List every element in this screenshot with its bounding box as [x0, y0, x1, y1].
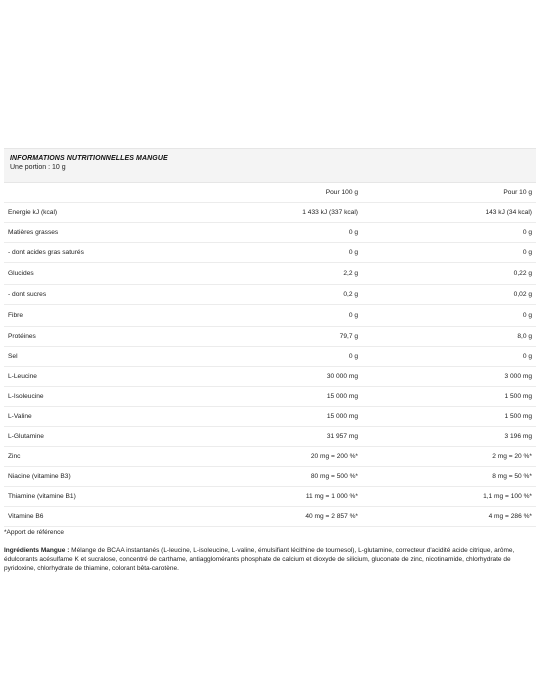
row-value-100g: 0 g	[348, 229, 358, 236]
nutrition-table	[4, 148, 536, 573]
row-value-10g: 3 000 mg	[504, 373, 532, 380]
table-row	[4, 203, 536, 223]
row-label: L-Valine	[8, 413, 32, 420]
row-value-10g: 0 g	[522, 249, 532, 256]
table-row	[4, 305, 536, 327]
row-value-10g: 3 196 mg	[504, 433, 532, 440]
row-value-10g: 4 mg = 286 %*	[488, 513, 532, 520]
ingredients-text: Mélange de BCAA instantanés (L-leucine, L-isoleucine, L-valine, émulsifiant lécithine de tournesol), L-glutamine, correcteur d'acidité acide citrique, arôme, édulcorants acésulfame K et sucralose, concentré de carthame, antiagglomérants phosphate de calcium et dioxyde de silicium, gluconate de zinc, nicotinamide, chlorhydrate de pyridoxine, chlorhydrate de thiamine, colorant bêta-carotène.	[4, 547, 515, 572]
row-value-100g: 0,2 g	[343, 291, 358, 298]
table-title: INFORMATIONS NUTRITIONNELLES MANGUE	[10, 155, 168, 162]
row-label: Sel	[8, 353, 18, 360]
row-value-100g: 80 mg = 500 %*	[310, 473, 358, 480]
row-value-10g: 1 500 mg	[504, 413, 532, 420]
row-value-100g: 0 g	[348, 249, 358, 256]
row-value-100g: 20 mg = 200 %*	[310, 453, 358, 460]
row-label: Zinc	[8, 453, 21, 460]
row-value-100g: 30 000 mg	[326, 373, 358, 380]
table-row	[4, 447, 536, 467]
portion-size: Une portion : 10 g	[10, 164, 66, 171]
row-value-100g: 40 mg = 2 857 %*	[305, 513, 358, 520]
row-value-10g: 0,02 g	[513, 291, 532, 298]
table-row	[4, 285, 536, 305]
table-row	[4, 467, 536, 487]
row-label: L-Glutamine	[8, 433, 44, 440]
column-header-row	[4, 183, 536, 203]
row-label: Thiamine (vitamine B1)	[8, 493, 76, 500]
row-value-10g: 0 g	[522, 229, 532, 236]
row-value-100g: 0 g	[348, 353, 358, 360]
row-label: Matières grasses	[8, 229, 59, 236]
row-value-100g: 15 000 mg	[326, 413, 358, 420]
row-label: Energie kJ (kcal)	[8, 209, 58, 216]
row-label: Fibre	[8, 312, 24, 319]
table-row	[4, 487, 536, 507]
row-value-10g: 0 g	[522, 353, 532, 360]
ingredients-label: Ingrédients Mangue :	[4, 547, 70, 554]
table-row	[4, 427, 536, 447]
table-row	[4, 263, 536, 285]
row-label: L-Leucine	[8, 373, 37, 380]
table-row	[4, 223, 536, 243]
row-value-100g: 11 mg = 1 000 %*	[305, 493, 358, 500]
row-label: Glucides	[8, 270, 34, 277]
row-value-100g: 0 g	[348, 312, 358, 319]
row-value-10g: 1,1 mg = 100 %*	[483, 493, 532, 500]
table-row	[4, 327, 536, 347]
table-row	[4, 507, 536, 527]
row-value-100g: 15 000 mg	[326, 393, 358, 400]
row-label: - dont sucres	[8, 291, 47, 298]
table-row	[4, 367, 536, 387]
row-value-100g: 2,2 g	[343, 270, 358, 277]
table-row	[4, 243, 536, 263]
table-row	[4, 347, 536, 367]
row-label: Vitamine B6	[8, 513, 44, 520]
row-value-10g: 143 kJ (34 kcal)	[485, 209, 532, 216]
row-label: Protéines	[8, 333, 36, 340]
row-value-10g: 2 mg = 20 %*	[492, 453, 532, 460]
row-label: - dont acides gras saturés	[8, 249, 84, 256]
ingredients-paragraph	[4, 546, 536, 573]
row-label: L-Isoleucine	[8, 393, 44, 400]
table-header	[4, 148, 536, 183]
footnote: *Apport de référence	[4, 529, 64, 536]
row-label: Niacine (vitamine B3)	[8, 473, 71, 480]
row-value-10g: 8,0 g	[517, 333, 532, 340]
row-value-100g: 1 433 kJ (337 kcal)	[302, 209, 358, 216]
row-value-10g: 8 mg = 50 %*	[492, 473, 532, 480]
row-value-100g: 31 957 mg	[326, 433, 358, 440]
table-row	[4, 407, 536, 427]
column-header-per-100g: Pour 100 g	[325, 189, 358, 196]
table-row	[4, 387, 536, 407]
row-value-10g: 0,22 g	[513, 270, 532, 277]
row-value-10g: 1 500 mg	[504, 393, 532, 400]
column-header-per-10g: Pour 10 g	[503, 189, 532, 196]
row-value-100g: 79,7 g	[339, 333, 358, 340]
row-value-10g: 0 g	[522, 312, 532, 319]
